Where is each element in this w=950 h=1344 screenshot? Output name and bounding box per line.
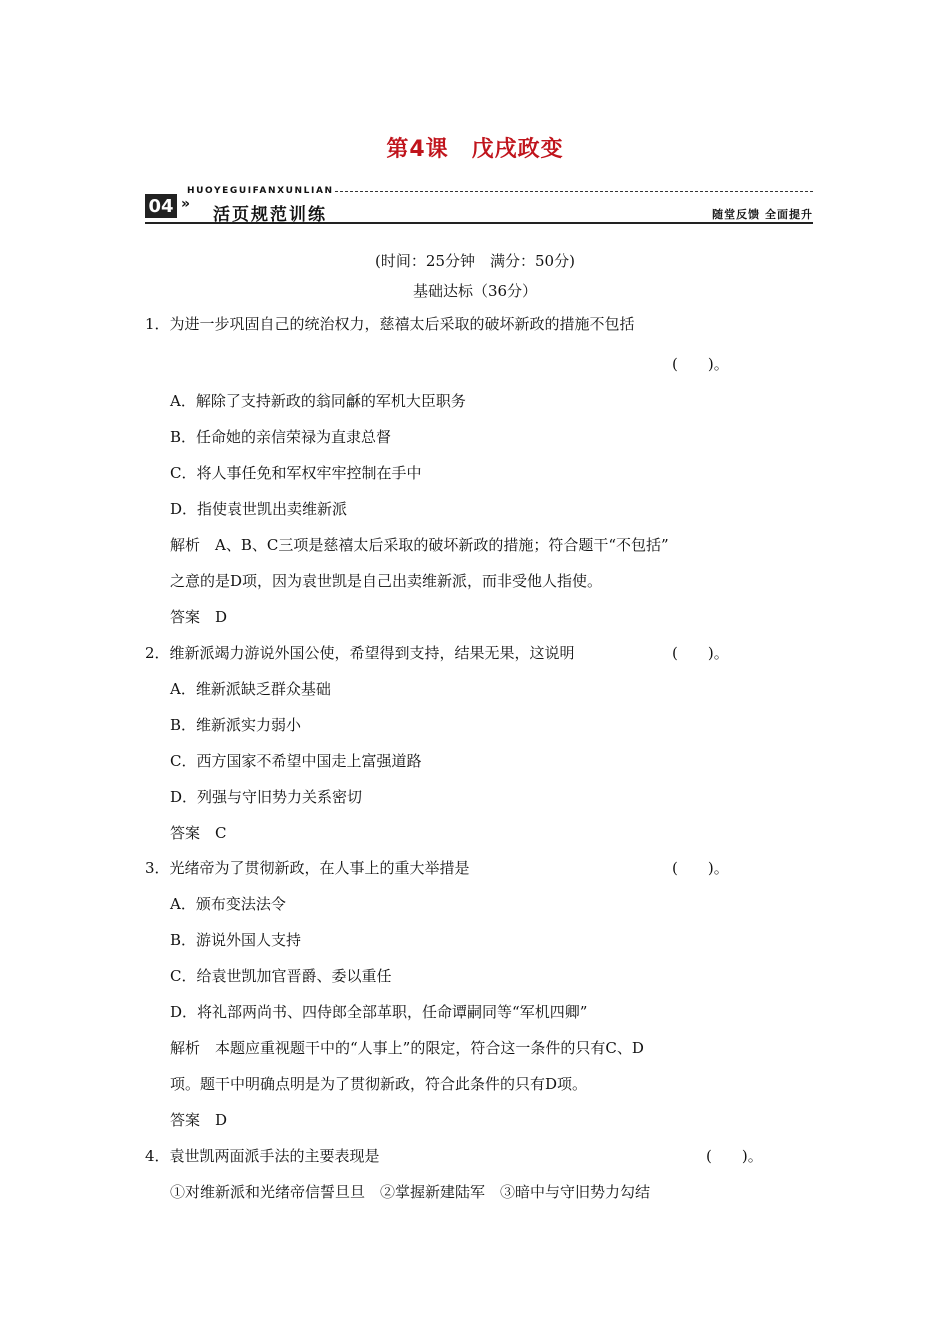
section-heading: 基础达标（36分） (412, 282, 538, 300)
option: C．将人事任免和军权牢牢控制在手中 (170, 464, 422, 482)
option: A．维新派缺乏群众基础 (170, 680, 331, 698)
option: D．列强与守旧势力关系密切 (170, 788, 363, 806)
banner-right-text: 随堂反馈 全面提升 (712, 208, 813, 221)
banner-dashed-divider (335, 191, 813, 192)
option: B．任命她的亲信荣禄为直隶总督 (170, 428, 392, 446)
page-title: 第4课 戊戌政变 (386, 137, 564, 162)
option: D．将礼部两尚书、四侍郎全部革职，任命谭嗣同等“军机四卿” (170, 1003, 588, 1021)
numbered-items: ①对维新派和光绪帝信誓旦旦 ②掌握新建陆军 ③暗中与守旧势力勾结 (170, 1183, 651, 1201)
option: C．西方国家不希望中国走上富强道路 (170, 752, 422, 770)
banner-rule (145, 222, 813, 224)
banner-code: 04 (145, 194, 177, 218)
question-stem: 2．维新派竭力游说外国公使，希望得到支持，结果无果，这说明 (145, 644, 575, 662)
answer-text: 答案 D (170, 1111, 228, 1129)
analysis-text: 解析 A、B、C三项是慈禧太后采取的破坏新政的措施；符合题干“不包括” (170, 536, 669, 554)
time-score-info: (时间：25分钟 满分：50分) (375, 252, 575, 270)
answer-blank: ( )。 (672, 644, 729, 662)
double-chevron-icon: » (181, 196, 191, 212)
option: A．颁布变法法令 (170, 895, 286, 913)
question-stem: 3．光绪帝为了贯彻新政，在人事上的重大举措是 (145, 859, 470, 877)
answer-text: 答案 D (170, 608, 228, 626)
section-banner (145, 186, 813, 226)
question-stem: 4．袁世凯两面派手法的主要表现是 (145, 1147, 380, 1165)
option: B．维新派实力弱小 (170, 716, 302, 734)
option: B．游说外国人支持 (170, 931, 302, 949)
banner-label: 活页规范训练 (213, 205, 327, 225)
question-stem: 1．为进一步巩固自己的统治权力，慈禧太后采取的破坏新政的措施不包括 (145, 315, 635, 333)
option: C．给袁世凯加官晋爵、委以重任 (170, 967, 392, 985)
answer-text: 答案 C (170, 824, 227, 842)
answer-blank: ( )。 (706, 1147, 763, 1165)
analysis-text: 解析 本题应重视题干中的“人事上”的限定，符合这一条件的只有C、D (170, 1039, 644, 1057)
answer-blank: ( )。 (672, 355, 729, 373)
option: D．指使袁世凯出卖维新派 (170, 500, 348, 518)
option: A．解除了支持新政的翁同龢的军机大臣职务 (170, 392, 466, 410)
banner-pinyin: HUOYEGUIFANXUNLIAN (187, 186, 334, 196)
analysis-text: 项。题干中明确点明是为了贯彻新政，符合此条件的只有D项。 (170, 1075, 588, 1093)
analysis-text: 之意的是D项，因为袁世凯是自己出卖维新派，而非受他人指使。 (170, 572, 603, 590)
answer-blank: ( )。 (672, 859, 729, 877)
